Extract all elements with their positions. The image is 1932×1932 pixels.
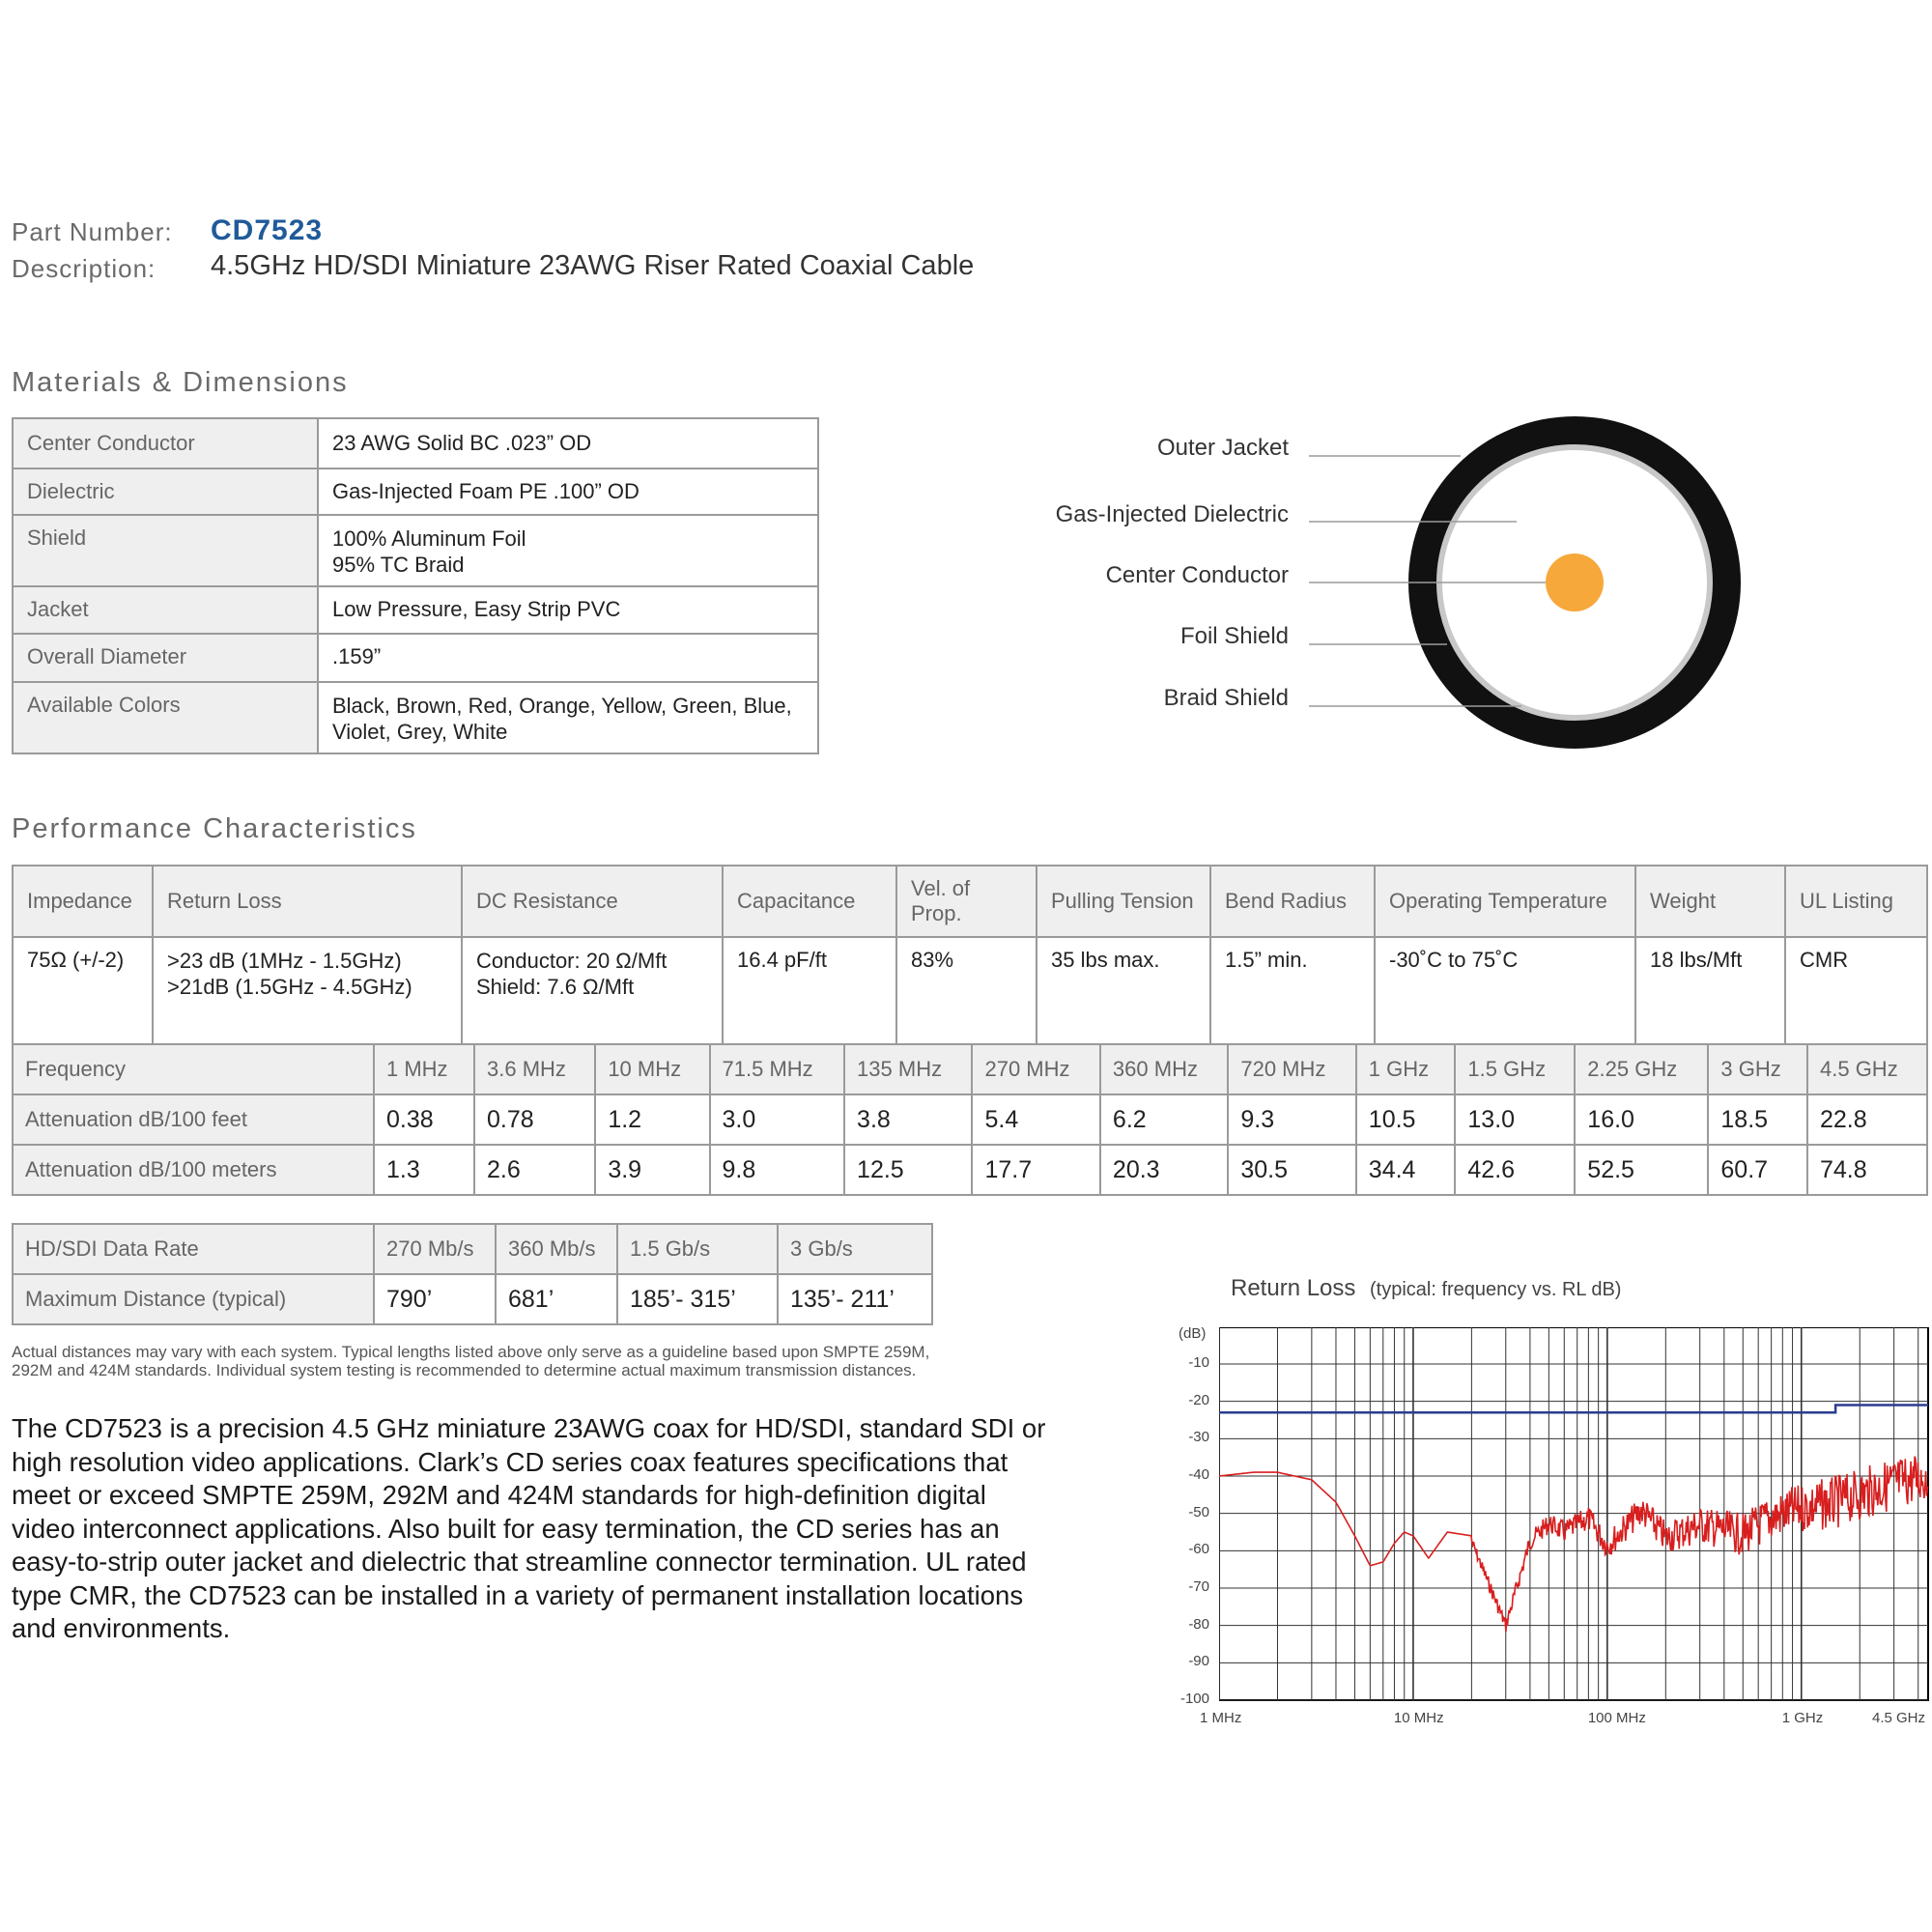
paragraph-line: video interconnect applications. Also built for easy termination, the CD series has an [12,1513,1000,1544]
paragraph-line: and environments. [12,1613,231,1643]
attenuation-value: 1.3 [374,1145,474,1195]
frequency-header: 71.5 MHz [710,1044,845,1094]
materials-row [13,418,818,469]
max-distance-row [13,1274,932,1324]
performance-value: 35 lbs max. [1037,937,1210,1047]
y-tick-label: -30 [1188,1429,1209,1446]
note-line: 292M and 424M standards. Individual system testing is recommended to determine actual maximum transmission distances. [12,1361,917,1379]
cable-cross-section-diagram [1304,406,1768,773]
x-tick-label: 1 GHz [1781,1710,1824,1726]
attenuation-value: 0.78 [474,1094,595,1145]
materials-label: Dielectric [13,469,318,515]
materials-label: Overall Diameter [13,634,318,682]
performance-table [12,865,1928,1048]
y-tick-label: -70 [1188,1578,1209,1595]
attenuation-value: 17.7 [972,1145,1099,1195]
frequency-header: 1 GHz [1356,1044,1456,1094]
attenuation-value: 5.4 [972,1094,1099,1145]
y-tick-label: -20 [1188,1391,1209,1408]
y-tick-label: -40 [1188,1466,1209,1483]
materials-row [13,634,818,682]
y-tick-label: -10 [1188,1354,1209,1371]
materials-value-line: Black, Brown, Red, Orange, Yellow, Green, Blue, [332,694,792,718]
x-tick-label: 10 MHz [1393,1710,1444,1726]
performance-value-row [13,937,1927,1047]
materials-table [12,417,819,754]
center-conductor-dot [1546,554,1604,611]
frequency-header: 3 GHz [1708,1044,1807,1094]
chart-title: Return Loss [1231,1275,1356,1301]
performance-value: -30˚C to 75˚C [1375,937,1635,1047]
description-value: 4.5GHz HD/SDI Miniature 23AWG Riser Rated Coaxial Cable [211,250,975,281]
materials-value [318,515,818,586]
attenuation-row-meters [13,1145,1927,1195]
materials-value-line: 95% TC Braid [332,553,465,577]
materials-value: Low Pressure, Easy Strip PVC [318,586,818,634]
description-label: Description: [12,254,156,283]
y-tick-label: -50 [1188,1503,1209,1520]
data-rate-header: 3 Gb/s [778,1224,932,1274]
y-tick-label: -90 [1188,1653,1209,1670]
attenuation-row-feet [13,1094,1927,1145]
attenuation-value: 2.6 [474,1145,595,1195]
attenuation-value: 74.8 [1807,1145,1927,1195]
return-loss-chart [1219,1327,1930,1702]
performance-header-row [13,866,1927,937]
diagram-label-foil-shield: Foil Shield [1179,623,1289,649]
data-rate-header: 270 Mb/s [374,1224,496,1274]
paragraph-line: easy-to-strip outer jacket and dielectric that streamline connector termination. UL rated [12,1547,1027,1577]
attenuation-table [12,1043,1928,1196]
materials-label: Available Colors [13,682,318,753]
y-tick-label: -60 [1188,1541,1209,1558]
y-tick-label: -100 [1179,1690,1209,1707]
frequency-header: 360 MHz [1100,1044,1228,1094]
performance-header: Operating Temperature [1375,866,1635,937]
performance-header: Vel. of Prop. [896,866,1037,937]
note-line: Actual distances may vary with each system. Typical lengths listed above only serve as a guideline based upon SMPTE 259M, [12,1343,930,1361]
materials-value: 23 AWG Solid BC .023” OD [318,418,818,469]
data-rate-header: 1.5 Gb/s [617,1224,778,1274]
diagram-label-braid-shield: Braid Shield [1163,685,1289,711]
frequency-header: 720 MHz [1228,1044,1355,1094]
attenuation-value: 3.0 [710,1094,845,1145]
performance-title: Performance Characteristics [12,813,417,844]
attenuation-value: 12.5 [844,1145,972,1195]
performance-value-line: >21dB (1.5GHz - 4.5GHz) [167,975,412,999]
paragraph-line: The CD7523 is a precision 4.5 GHz miniature 23AWG coax for HD/SDI, standard SDI or [12,1413,1046,1443]
max-distance-label: Maximum Distance (typical) [13,1274,374,1324]
materials-value: Gas-Injected Foam PE .100” OD [318,469,818,515]
attenuation-header-row [13,1044,1927,1094]
materials-value-line: 100% Aluminum Foil [332,526,526,551]
performance-header: UL Listing [1785,866,1927,937]
data-rate-table [12,1223,933,1325]
attenuation-value: 13.0 [1455,1094,1575,1145]
materials-value-line: Violet, Grey, White [332,720,508,744]
performance-header: Impedance [13,866,153,937]
description-paragraph [12,1412,1045,1646]
performance-value-line: >23 dB (1MHz - 1.5GHz) [167,949,402,973]
attenuation-value: 34.4 [1356,1145,1456,1195]
performance-value: 16.4 pF/ft [723,937,896,1047]
attenuation-value: 3.9 [595,1145,709,1195]
performance-value: CMR [1785,937,1927,1047]
performance-value [153,937,462,1047]
frequency-header: 1.5 GHz [1455,1044,1575,1094]
frequency-header: 10 MHz [595,1044,709,1094]
paragraph-line: meet or exceed SMPTE 259M, 292M and 424M standards for high-definition digital [12,1480,986,1510]
materials-label: Shield [13,515,318,586]
attenuation-value: 9.3 [1228,1094,1355,1145]
x-tick-label: 4.5 GHz [1872,1710,1926,1726]
attenuation-row-label: Attenuation dB/100 feet [13,1094,374,1145]
part-number-value: CD7523 [211,214,324,246]
attenuation-value: 0.38 [374,1094,474,1145]
attenuation-header-label: Frequency [13,1044,374,1094]
x-tick-label: 1 MHz [1200,1710,1242,1726]
x-tick-label: 100 MHz [1587,1710,1646,1726]
performance-value [462,937,723,1047]
attenuation-value: 6.2 [1100,1094,1228,1145]
paragraph-line: type CMR, the CD7523 can be installed in a variety of permanent installation locations [12,1579,1024,1610]
performance-value: 1.5” min. [1210,937,1375,1047]
frequency-header: 3.6 MHz [474,1044,595,1094]
materials-row [13,515,818,586]
materials-row [13,682,818,753]
materials-value [318,682,818,753]
max-distance-value: 135’- 211’ [778,1274,932,1324]
attenuation-value: 22.8 [1807,1094,1927,1145]
performance-value: 75Ω (+/-2) [13,937,153,1047]
attenuation-value: 10.5 [1356,1094,1456,1145]
frequency-header: 135 MHz [844,1044,972,1094]
data-rate-header: 360 Mb/s [496,1224,617,1274]
materials-row [13,586,818,634]
distance-note [12,1343,929,1379]
diagram-label-dielectric: Gas-Injected Dielectric [1055,501,1289,527]
chart-subtitle: (typical: frequency vs. RL dB) [1370,1279,1622,1300]
performance-header: Capacitance [723,866,896,937]
attenuation-value: 20.3 [1100,1145,1228,1195]
y-axis-unit-label: (dB) [1179,1325,1207,1342]
part-number-label: Part Number: [12,217,173,246]
materials-value: .159” [318,634,818,682]
attenuation-value: 1.2 [595,1094,709,1145]
materials-label: Center Conductor [13,418,318,469]
attenuation-value: 16.0 [1575,1094,1708,1145]
frequency-header: 270 MHz [972,1044,1099,1094]
materials-row [13,469,818,515]
materials-title: Materials & Dimensions [12,367,349,398]
y-tick-label: -80 [1188,1615,1209,1633]
frequency-header: 4.5 GHz [1807,1044,1927,1094]
max-distance-value: 790’ [374,1274,496,1324]
frequency-header: 1 MHz [374,1044,474,1094]
data-rate-header-row [13,1224,932,1274]
performance-header: Pulling Tension [1037,866,1210,937]
attenuation-value: 42.6 [1455,1145,1575,1195]
performance-value: 18 lbs/Mft [1635,937,1785,1047]
performance-value-line: Shield: 7.6 Ω/Mft [476,975,635,999]
attenuation-value: 30.5 [1228,1145,1355,1195]
performance-header: Weight [1635,866,1785,937]
attenuation-value: 18.5 [1708,1094,1807,1145]
diagram-label-center-conductor: Center Conductor [1105,562,1289,588]
attenuation-row-label: Attenuation dB/100 meters [13,1145,374,1195]
attenuation-value: 52.5 [1575,1145,1708,1195]
attenuation-value: 9.8 [710,1145,845,1195]
performance-value: 83% [896,937,1037,1047]
max-distance-value: 681’ [496,1274,617,1324]
performance-header: Return Loss [153,866,462,937]
performance-header: Bend Radius [1210,866,1375,937]
performance-value-line: Conductor: 20 Ω/Mft [476,949,668,973]
materials-label: Jacket [13,586,318,634]
diagram-label-outer-jacket: Outer Jacket [1156,435,1289,461]
attenuation-value: 60.7 [1708,1145,1807,1195]
data-rate-header-label: HD/SDI Data Rate [13,1224,374,1274]
attenuation-value: 3.8 [844,1094,972,1145]
performance-header: DC Resistance [462,866,723,937]
max-distance-value: 185’- 315’ [617,1274,778,1324]
paragraph-line: high resolution video applications. Clark’s CD series coax features specifications that [12,1446,1009,1477]
frequency-header: 2.25 GHz [1575,1044,1708,1094]
